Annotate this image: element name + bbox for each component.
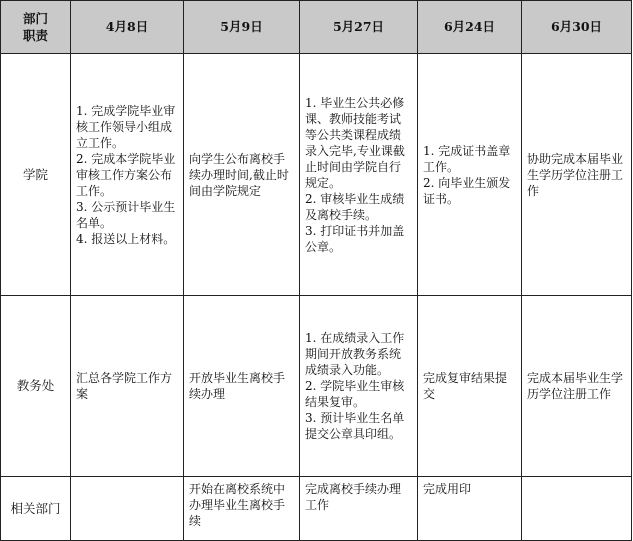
date-header: 4月8日 [71,1,184,54]
task-item: 开始在离校系统中办理毕业生离校手续 [189,482,286,528]
task-item: 3. 打印证书并加盖公章。 [305,223,405,254]
task-cell [300,54,418,296]
task-item: 完成离校手续办理工作 [305,482,402,512]
date-header: 5月9日 [184,1,300,54]
task-item: 2. 完成本学院毕业审核工作方案公布工作。 [76,151,176,198]
task-cell [418,54,522,296]
task-cell [418,296,522,477]
task-cell [184,477,300,541]
task-item: 1. 毕业生公共必修课、教师技能考试等公共类课程成绩录入完毕,专业课截止时间由学院自行规定。 [305,95,405,190]
task-item: 汇总各学院工作方案 [76,371,173,401]
dept-label: 教务处 [1,296,71,477]
task-item: 完成本届毕业生学历学位注册工作 [527,371,624,401]
task-cell [71,54,184,296]
task-item: 协助完成本届毕业生学历学位注册工作 [527,151,624,198]
task-cell [71,296,184,477]
task-item: 3. 预计毕业生名单提交公章具印组。 [305,411,405,441]
task-item: 3. 公示预计毕业生名单。 [76,199,176,230]
task-item: 开放毕业生离校手续办理 [189,371,286,401]
date-header: 5月27日 [300,1,418,54]
task-cell [522,296,632,477]
task-item: 2. 学院毕业生审核结果复审。 [305,379,405,409]
task-cell-empty [522,477,632,541]
task-cell [184,296,300,477]
task-cell [522,54,632,296]
task-item: 2. 向毕业生颁发证书。 [423,175,511,206]
task-item: 完成用印 [423,482,472,496]
dept-label: 相关部门 [1,477,71,541]
task-cell [300,296,418,477]
corner-header [1,1,71,54]
task-item: 1. 完成学院毕业审核工作领导小组成立工作。 [76,103,176,150]
table-row-college [1,54,632,296]
task-cell [418,477,522,541]
task-item: 1. 在成绩录入工作期间开放教务系统成绩录入功能。 [305,331,405,377]
task-item: 2. 审核毕业生成绩及离校手续。 [305,191,405,222]
date-header: 6月24日 [418,1,522,54]
task-cell [300,477,418,541]
table-row-related-depts [1,477,632,541]
header-row [1,1,632,54]
corner-label-dept: 部门 [22,11,48,26]
date-header: 6月30日 [522,1,632,54]
table-row-academic-affairs [1,296,632,477]
corner-label-duty: 职责 [22,28,48,43]
task-item: 4. 报送以上材料。 [76,231,176,246]
task-item: 向学生公布离校手续办理时间,截止时间由学院规定 [189,151,289,198]
task-item: 完成复审结果提交 [423,371,508,401]
task-cell [184,54,300,296]
task-item: 1. 完成证书盖章工作。 [423,143,511,174]
dept-label: 学院 [1,54,71,296]
task-cell-empty [71,477,184,541]
